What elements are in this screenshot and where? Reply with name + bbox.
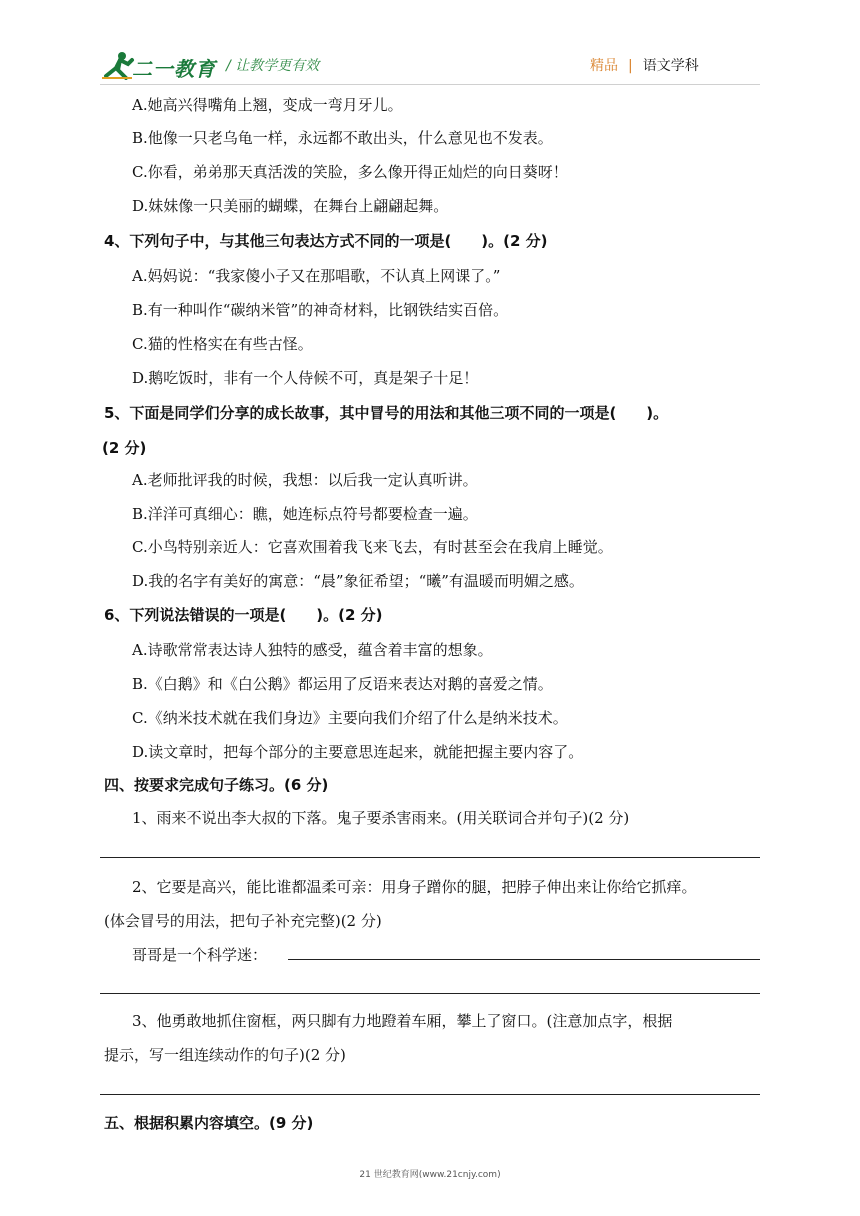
q5-option-d: D.我的名字有美好的寓意：“晨”象征希望；“曦”有温暖而明媚之感。 <box>132 572 584 590</box>
page-footer: 21 世纪教育网(www.21cnjy.com) <box>359 1170 501 1180</box>
tag-premium: 精品 <box>590 58 618 74</box>
s4-item-2-note: (体会冒号的用法，把句子补充完整)(2 分) <box>104 912 382 930</box>
q5-option-b: B.洋洋可真细心：瞧，她连标点符号都要检查一遍。 <box>132 505 478 523</box>
s4-item-2-answer-line[interactable] <box>100 993 760 994</box>
q5-option-a: A.老师批评我的时候，我想：以后我一定认真听讲。 <box>132 471 478 489</box>
q6-stem: 6、下列说法错误的一项是( )。(2 分) <box>104 606 383 624</box>
q5-stem: 5、下面是同学们分享的成长故事，其中冒号的用法和其他三项不同的一项是( )。 <box>104 404 669 422</box>
s4-item-1: 1、雨来不说出李大叔的下落。鬼子要杀害雨来。(用关联词合并句子)(2 分) <box>132 809 630 827</box>
q3-option-d: D.妹妹像一只美丽的蝴蝶，在舞台上翩翩起舞。 <box>132 197 449 215</box>
q3-option-a: A.她高兴得嘴角上翘，变成一弯月牙儿。 <box>132 96 403 114</box>
q5-stem-score: (2 分) <box>102 439 147 457</box>
s4-item-2-prompt: 哥哥是一个科学迷： <box>132 946 268 964</box>
s4-item-1-answer-line[interactable] <box>100 857 760 858</box>
q6-option-c: C.《纳米技术就在我们身边》主要向我们介绍了什么是纳米技术。 <box>132 709 568 727</box>
q4-option-c: C.猫的性格实在有些古怪。 <box>132 335 313 353</box>
q3-option-b: B.他像一只老乌龟一样，永远都不敢出头，什么意见也不发表。 <box>132 129 553 147</box>
s4-item-3: 3、他勇敢地抓住窗框，两只脚有力地蹬着车厢，攀上了窗口。(注意加点字，根据 <box>132 1012 673 1030</box>
q3-option-c: C.你看，弟弟那天真活泼的笑脸，多么像开得正灿烂的向日葵呀！ <box>132 163 568 181</box>
tag-subject: 语文学科 <box>642 58 699 74</box>
q4-option-d: D.鹅吃饭时，非有一个人侍候不可，真是架子十足！ <box>132 369 479 387</box>
s4-item-2: 2、它要是高兴，能比谁都温柔可亲：用身子蹭你的腿，把脖子伸出来让你给它抓痒。 <box>132 878 697 896</box>
slogan: / 让教学更有效 <box>226 58 320 74</box>
header-divider <box>100 84 760 85</box>
section-4-title: 四、按要求完成句子练习。(6 分) <box>104 776 329 794</box>
runner-logo-icon <box>102 50 136 80</box>
subject-tag <box>590 55 699 75</box>
logo <box>102 50 222 80</box>
logo-text: 二一教育 <box>132 57 216 81</box>
s4-item-2-blank[interactable] <box>288 959 760 960</box>
q4-option-a: A.妈妈说：“我家傻小子又在那唱歌，不认真上网课了。” <box>132 267 501 285</box>
section-5-title: 五、根据积累内容填空。(9 分) <box>104 1114 314 1132</box>
page-header <box>0 0 860 90</box>
q5-option-c: C.小鸟特别亲近人：它喜欢围着我飞来飞去，有时甚至会在我肩上睡觉。 <box>132 538 613 556</box>
q4-stem: 4、下列句子中，与其他三句表达方式不同的一项是( )。(2 分) <box>104 232 548 250</box>
s4-item-3-answer-line[interactable] <box>100 1094 760 1095</box>
q6-option-d: D.读文章时，把每个部分的主要意思连起来，就能把握主要内容了。 <box>132 743 584 761</box>
q4-option-b: B.有一种叫作“碳纳米管”的神奇材料，比钢铁结实百倍。 <box>132 301 509 319</box>
s4-item-3-note: 提示，写一组连续动作的句子)(2 分) <box>104 1046 346 1064</box>
tag-separator: | <box>628 58 633 74</box>
q6-option-b: B.《白鹅》和《白公鹅》都运用了反语来表达对鹅的喜爱之情。 <box>132 675 553 693</box>
q6-option-a: A.诗歌常常表达诗人独特的感受，蕴含着丰富的想象。 <box>132 641 493 659</box>
